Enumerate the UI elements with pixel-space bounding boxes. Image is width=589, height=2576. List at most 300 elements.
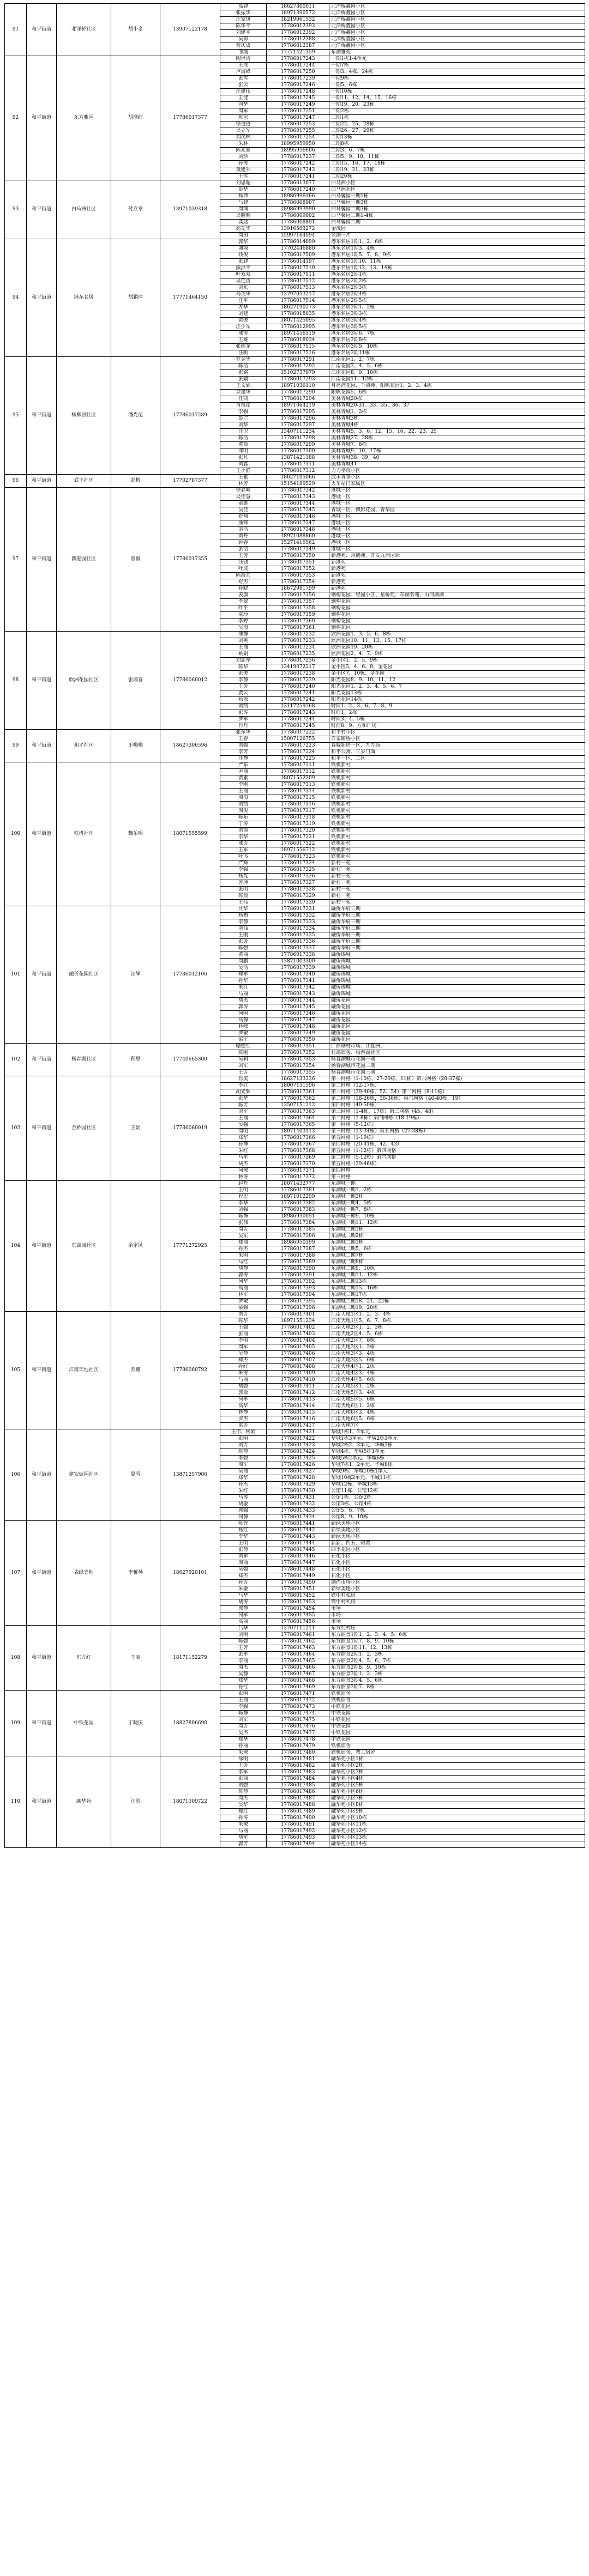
grid-member-phone: 17786017388 [267, 1253, 329, 1259]
grid-area: 一期9栋 [329, 76, 585, 82]
grid-member-phone: 17786017387 [267, 1246, 329, 1253]
grid-member-name: 汪家凤 [220, 17, 267, 23]
grid-area: 新港苑 [329, 566, 585, 573]
grid-area: 江南天地6区3、4栋 [329, 1410, 585, 1416]
street-name: 和平街道 [27, 1691, 57, 1756]
grid-member-phone: 17786017300 [267, 448, 329, 455]
grid-member-name: 严东 [220, 762, 267, 769]
grid-area: 力力学院小区 [329, 468, 585, 475]
secretary-name: 潘光范 [111, 357, 160, 475]
grid-member-name: 杨坤 [220, 193, 267, 200]
grid-member-name: 孙杰 [220, 1246, 267, 1253]
grid-member-phone: 17786017480 [267, 1750, 329, 1756]
grid-member-name: 张东华 [220, 730, 267, 736]
grid-member-phone: 17786018034 [267, 337, 329, 344]
grid-member-phone: 17786017320 [267, 828, 329, 834]
grid-area: 美林青城41 [329, 462, 585, 468]
grid-area: 铁机新村 [329, 828, 585, 834]
grid-member-name: 肖美 [220, 1076, 267, 1083]
grid-member-name: 姚娟 [220, 651, 267, 658]
grid-area: 东方丽景3期7、8栋 [329, 1684, 585, 1691]
grid-member-phone: 17786017299 [267, 442, 329, 448]
grid-member-phone: 17786017417 [267, 1423, 329, 1429]
grid-member-name: 陈刚 [220, 1050, 267, 1057]
grid-member-phone: 18971556712 [267, 847, 329, 854]
grid-area: 融侨锦城 [329, 978, 585, 985]
grid-area: 融华苑小区2栋 [329, 1763, 585, 1769]
grid-member-name: 高华 [220, 1403, 267, 1410]
grid-area: 江南天地5区5、6栋 [329, 1397, 585, 1403]
row-number: 97 [5, 488, 27, 632]
grid-member-name: 李翠 [220, 599, 267, 605]
grid-member-name: 舒杰 [220, 579, 267, 586]
grid-member-name: 陈海兵 [220, 573, 267, 579]
grid-area: 钢构花园、经园小区、星桥苑、东湖名苑、山河湖湖 [329, 592, 585, 599]
secretary-name: 汪韵 [111, 1756, 160, 1848]
grid-member-name: 罗敏 [220, 1031, 267, 1037]
grid-member-phone: 17786017425 [267, 1456, 329, 1462]
grid-member-name: 钟春 [220, 540, 267, 547]
grid-member-name: 吴佳慧 [220, 494, 267, 501]
grid-member-phone: 17786017353 [267, 1057, 329, 1063]
grid-area: 阳光花园8、9、10、11、12 [329, 677, 585, 684]
grid-area: 华城5栋2单元、华城6栋 [329, 1456, 585, 1462]
table-row [5, 1076, 585, 1083]
grid-member-phone: 13507151212 [267, 1102, 329, 1109]
grid-member-name: 郑华 [220, 1135, 267, 1142]
grid-member-name: 朱明 [220, 1253, 267, 1259]
grid-area: 东方丽景3期4、5、6栋 [329, 1678, 585, 1684]
grid-area: 一期3、4栋、24栋 [329, 69, 585, 76]
grid-area: 融侨花园 [329, 1017, 585, 1024]
grid-member-phone: 17786017454 [267, 1606, 329, 1613]
grid-area: 融侨锦城 [329, 991, 585, 998]
grid-area: 港东名居1期12、13、14栋 [329, 265, 585, 272]
secretary-phone: 17786017355 [160, 488, 220, 632]
grid-member-name: 汪钱 [220, 560, 267, 566]
community-name: 东方雅园 [57, 56, 111, 180]
grid-member-phone: 17786017455 [267, 1613, 329, 1619]
grid-member-phone: 17786017294 [267, 396, 329, 403]
grid-member-phone: 17786017323 [267, 854, 329, 860]
grid-member-phone: 17786017449 [267, 1573, 329, 1580]
grid-member-phone: 17786017344 [267, 501, 329, 507]
grid-member-phone: 17786017364 [267, 1116, 329, 1122]
secretary-name: 丁晓庆 [111, 1691, 160, 1756]
grid-member-phone: 17786017322 [267, 841, 329, 847]
grid-area: 中铁花园 [329, 1711, 585, 1717]
community-name: 建安街园社区 [57, 1429, 111, 1521]
grid-member-phone: 15154189529 [267, 481, 329, 488]
grid-member-name: 徐春晴 [220, 488, 267, 494]
grid-member-phone: 17786017462 [267, 1639, 329, 1645]
grid-member-phone: 17786017317 [267, 808, 329, 815]
table-row [5, 1044, 585, 1050]
grid-member-phone: 13871421188 [267, 455, 329, 462]
grid-member-phone: 17786017446 [267, 1554, 329, 1560]
grid-member-phone: 17786017413 [267, 1397, 329, 1403]
grid-member-phone: 17786017492 [267, 1828, 329, 1835]
grid-member-phone: 18627105066 [267, 475, 329, 481]
grid-area: 一期7栋 [329, 63, 585, 69]
grid-member-phone: 17786017442 [267, 1528, 329, 1534]
grid-member-phone: 18007151596 [267, 1083, 329, 1089]
grid-member-name: 李丽 [220, 1658, 267, 1665]
grid-member-phone: 17786017381 [267, 1187, 329, 1194]
grid-member-phone: 17786017351 [267, 1044, 329, 1050]
grid-area: 华城1栋3单元、华城2栋1单元 [329, 1436, 585, 1442]
grid-area: 东方丽景2期8、9、10栋 [329, 1665, 585, 1671]
grid-member-phone: 13117259768 [267, 704, 329, 710]
grid-area: 白马馨园二期 [329, 220, 585, 226]
grid-member-phone: 17786009002 [267, 213, 329, 220]
grid-member-name: 陈华 [220, 664, 267, 671]
grid-area: 一期11、12、14、15、16栋 [329, 95, 585, 102]
grid-member-name: 刘建平 [220, 30, 267, 37]
grid-member-name: 马华 [220, 1593, 267, 1599]
grid-member-name: 高丽 [220, 1286, 267, 1292]
grid-area: 二期19、21、23栋 [329, 167, 585, 174]
grid-member-name: 黄素 [220, 775, 267, 782]
grid-area: 石化小区 [329, 1560, 585, 1567]
grid-area: 阳光花园14栋 [329, 697, 585, 704]
grid-member-name: 朱敏 [220, 1750, 267, 1756]
grid-member-phone: 17786017331 [267, 906, 329, 913]
grid-member-name: 胡光辉 [220, 1089, 267, 1096]
grid-member-name: 马红 [220, 1259, 267, 1266]
grid-area: 二期20栋 [329, 174, 585, 180]
grid-member-phone: 17786017342 [267, 488, 329, 494]
grid-member-phone: 17786017486 [267, 1789, 329, 1796]
grid-member-name: 周军 [220, 108, 267, 115]
grid-member-phone: 17786017386 [267, 1233, 329, 1240]
grid-member-name: 陈晨 [220, 893, 267, 900]
grid-member-name: 何明 [220, 1011, 267, 1017]
table-row [5, 730, 585, 736]
table-row [5, 488, 585, 494]
grid-area: 美林青城7、8栋 [329, 442, 585, 448]
secretary-phone: 17702787377 [160, 475, 220, 488]
grid-area: 阳光花园13栋 [329, 690, 585, 697]
grid-area: 融侨华府三期 [329, 913, 585, 919]
grid-area: 村部宿舍、杨春湖社区 [329, 1050, 585, 1057]
grid-member-phone: 17786017493 [267, 1835, 329, 1841]
grid-area: 江南天地5区1、2栋 [329, 1384, 585, 1390]
grid-member-name: 王能 [220, 95, 267, 102]
grid-area: 白马馨园一期3栋 [329, 200, 585, 207]
grid-member-name: 舒翔 [220, 514, 267, 520]
grid-member-phone: 17786017347 [267, 520, 329, 527]
grid-member-phone: 17786017423 [267, 1442, 329, 1449]
community-name: 白马洲社区 [57, 180, 111, 239]
grid-member-phone: 17786017484 [267, 1776, 329, 1783]
grid-member-phone: 17786017412 [267, 1390, 329, 1397]
grid-area: 江南天地2区1、2、3栋 [329, 1325, 585, 1331]
grid-area: 公馆3栋、公馆4栋 [329, 1501, 585, 1508]
grid-member-phone: 17786017407 [267, 1357, 329, 1364]
grid-area: 融华苑小区5栋 [329, 1783, 585, 1789]
grid-area: 融侨锦城 [329, 985, 585, 991]
grid-member-name: 孙芳 [220, 1580, 267, 1586]
grid-member-name: 龚达 [220, 220, 267, 226]
grid-member-phone: 17786017510 [267, 265, 329, 272]
grid-member-phone: 17786017240 [267, 187, 329, 193]
grid-member-phone: 17786017352 [267, 1050, 329, 1057]
grid-area: 融华苑小区1栋 [329, 1756, 585, 1763]
grid-member-name: 刘芳 [220, 1442, 267, 1449]
grid-member-name: 梁芳 [220, 1423, 267, 1429]
grid-member-phone: 17786017346 [267, 1011, 329, 1017]
grid-member-name: 周芳 [220, 1724, 267, 1730]
row-number: 93 [5, 180, 27, 239]
grid-member-name: 叶波 [220, 566, 267, 573]
secretary-phone: 17786017289 [160, 357, 220, 475]
grid-area: 港东名居3期3栋 [329, 311, 585, 318]
grid-member-name: 吴琼 [220, 37, 267, 43]
grid-member-name: 叶平 [220, 605, 267, 612]
grid-area: 火车站门家属区 [329, 481, 585, 488]
grid-area: 港东名居1期10、11栋 [329, 259, 585, 265]
grid-member-name: 陈芳 [220, 1102, 267, 1109]
grid-area: 港东名居2期4栋 [329, 292, 585, 298]
grid-area: 二期26、27、29栋 [329, 128, 585, 135]
grid-area: 港东名居1期3、4栋 [329, 246, 585, 252]
grid-area: 港城一区 [329, 547, 585, 553]
grid-member-name: 张明 [220, 1691, 267, 1698]
grid-member-name: 叶飞 [220, 854, 267, 860]
table-row [5, 632, 585, 638]
grid-member-phone: 17786017360 [267, 619, 329, 625]
grid-area: 中铁花园 [329, 1730, 585, 1737]
grid-member-phone: 17786017241 [267, 690, 329, 697]
grid-member-phone: 17786017240 [267, 684, 329, 690]
grid-area: 二期2栋 [329, 108, 585, 115]
grid-member-name: 吴浩 [220, 965, 267, 972]
table-row [5, 762, 585, 769]
grid-member-name: 周鹏 [220, 959, 267, 965]
table-row [5, 1626, 585, 1632]
grid-member-name: 陈浩 [220, 435, 267, 442]
grid-area: 江南天地2区7、8栋 [329, 1338, 585, 1344]
grid-member-phone: 17786017349 [267, 547, 329, 553]
grid-member-name: 汪建伟 [220, 89, 267, 95]
grid-area: 第一网格（39-40栋、52、54）第二网格（8-11栋） [329, 1089, 585, 1096]
grid-member-name: 张雪 [220, 76, 267, 82]
secretary-phone: 13871257906 [160, 1429, 220, 1521]
grid-member-name: 郑红 [220, 1809, 267, 1815]
grid-member-name: 林军 [220, 1292, 267, 1299]
grid-area: 白马馨园一期1栋 [329, 193, 585, 200]
grid-area: 铁机新村 [329, 802, 585, 808]
grid-area: 港东名居3期9、10栋 [329, 344, 585, 350]
grid-member-name: 王芳 [220, 553, 267, 560]
grid-member-name: 马英华 [220, 292, 267, 298]
grid-member-phone: 17786017463 [267, 1645, 329, 1652]
grid-area: 北洋桥鑫园小区 [329, 30, 585, 37]
community-name: 杨春湖社区 [57, 1044, 111, 1076]
grid-member-phone: 17786017421 [267, 1429, 329, 1436]
grid-area: 中铁花园 [329, 1724, 585, 1730]
grid-member-phone: 17786017473 [267, 1704, 329, 1711]
grid-member-phone: 15271416562 [267, 540, 329, 547]
grid-member-name: 王芳 [220, 1070, 267, 1076]
grid-member-name: 黄晨 [220, 442, 267, 448]
grid-area: 第一网格（5-12栋） [329, 1122, 585, 1129]
grid-member-name: 张俊 [220, 671, 267, 677]
secretary-name: 彭梅 [111, 475, 160, 488]
grid-member-phone: 17786017432 [267, 1501, 329, 1508]
grid-area: 江南天地3区1、2栋 [329, 1344, 585, 1351]
grid-member-name: 郑军 [220, 972, 267, 978]
grid-member-name: 刘霞 [220, 828, 267, 834]
grid-member-phone: 17786017468 [267, 1678, 329, 1684]
grid-member-name: 刘伟 [220, 926, 267, 932]
secretary-phone: 17771464150 [160, 239, 220, 357]
grid-member-name: 袁玲 [220, 612, 267, 619]
street-name: 和平街道 [27, 906, 57, 1044]
grid-area: 东湖城二期17栋 [329, 1292, 585, 1299]
grid-area: 二期22、25、28栋 [329, 122, 585, 128]
grid-area: 融侨花园 [329, 1024, 585, 1031]
grid-area: 竖湖一片 [329, 233, 585, 239]
grid-area: 港城一区 [329, 494, 585, 501]
grid-area: 东方丽景3期1、2、3栋 [329, 1671, 585, 1678]
grid-area: 铁机新村 [329, 854, 585, 860]
grid-area: 公馆1栋、公馆2栋 [329, 1495, 585, 1501]
grid-area: 东湖城二期5、6栋 [329, 1246, 585, 1253]
grid-area: 融侨花园 [329, 1011, 585, 1017]
grid-member-phone: 17786017326 [267, 874, 329, 880]
grid-member-phone: 17786017297 [267, 422, 329, 429]
grid-member-phone: 17786017363 [267, 1109, 329, 1116]
grid-area: 东方丽景1期1、2、3、4、5、6栋 [329, 1632, 585, 1639]
grid-member-name: 邹城 [220, 50, 267, 56]
grid-member-name: 熊芳 [220, 841, 267, 847]
grid-member-name: 徐进进 [220, 122, 267, 128]
grid-area: 东方丽景2期4、5、6、7栋 [329, 1658, 585, 1665]
grid-area: 许家铺桥小区 [329, 736, 585, 743]
secretary-name: 夏雪 [111, 1429, 160, 1521]
grid-member-phone: 17786018035 [267, 311, 329, 318]
grid-member-phone: 18995959950 [267, 141, 329, 148]
grid-area: 欣洲花园1、3、5、6、8栋 [329, 632, 585, 638]
grid-member-phone: 17786017478 [267, 1737, 329, 1743]
grid-member-name: 黄建兵 [220, 167, 267, 174]
grid-area: 石化小区 [329, 1567, 585, 1573]
grid-area: 东湖城二期3栋 [329, 1240, 585, 1246]
grid-area: 融华苑小区3栋 [329, 1769, 585, 1776]
street-name: 和平街道 [27, 488, 57, 632]
row-number: 98 [5, 632, 27, 730]
grid-area: 融侨华府三期 [329, 906, 585, 913]
grid-member-name: 胡强 [220, 1384, 267, 1390]
grid-member-name: 吴丽 [220, 1469, 267, 1475]
grid-area: 港城一区 [329, 514, 585, 520]
grid-member-phone: 17786017328 [267, 887, 329, 893]
grid-member-phone: 18071403113 [267, 1129, 329, 1135]
grid-member-name: 刘华 [220, 422, 267, 429]
grid-area: 铁机宿舍 [329, 1698, 585, 1704]
grid-member-name: 陈光 [220, 1521, 267, 1528]
grid-member-phone: 17786017390 [267, 1266, 329, 1272]
grid-member-name: 何军 [220, 1613, 267, 1619]
grid-member-name: 胡杰 [220, 998, 267, 1004]
grid-area: 北洋桥鑫园小区 [329, 10, 585, 17]
grid-member-name: 李华 [220, 1534, 267, 1541]
street-name: 和平街道 [27, 1076, 57, 1181]
grid-member-phone: 18986950399 [267, 1240, 329, 1246]
grid-member-phone: 17786017475 [267, 1717, 329, 1724]
grid-member-name: 丁涛 [220, 821, 267, 828]
grid-area: 港东名居1期5、7、8、9栋 [329, 252, 585, 259]
grid-member-phone: 17786017514 [267, 298, 329, 305]
grid-member-name: 彭兰 [220, 416, 267, 422]
grid-area: 江南天地7区 [329, 1423, 585, 1429]
grid-member-name: 梁强 [220, 1305, 267, 1312]
grid-member-name: 喻德红 [220, 1044, 267, 1050]
grid-area: 阳帆花园5、6栋 [329, 390, 585, 396]
grid-area: 和平一区、二区 [329, 756, 585, 762]
grid-member-phone: 13407111234 [267, 429, 329, 435]
grid-member-phone: 18986996166 [267, 193, 329, 200]
grid-member-name: 周军 [220, 1462, 267, 1469]
grid-member-name: 吴强 [220, 1122, 267, 1129]
grid-member-name: 罗金华 [220, 357, 267, 363]
grid-member-phone: 13797053217 [267, 292, 329, 298]
grid-member-name: 肖丹 [220, 723, 267, 730]
grid-area: 港东名居2期2栋 [329, 278, 585, 285]
grid-area: 铁机宿舍、教工宿舍 [329, 1750, 585, 1756]
grid-member-name: 张铭 [220, 370, 267, 377]
grid-member-phone: 17786017490 [267, 1815, 329, 1822]
grid-member-phone: 17786017312 [267, 769, 329, 775]
grid-member-phone: 17786017488 [267, 1802, 329, 1809]
grid-member-phone: 17786017341 [267, 978, 329, 985]
grid-member-name: 汪平 [220, 298, 267, 305]
grid-area: 新港苑 [329, 579, 585, 586]
grid-area: 华城7栋1、2单元、华城8栋 [329, 1462, 585, 1469]
grid-member-phone: 17786017239 [267, 76, 329, 82]
grid-member-name: 王军 [220, 847, 267, 854]
grid-member-name: 刘强 [220, 743, 267, 749]
grid-member-phone: 17786017452 [267, 1593, 329, 1599]
grid-member-phone: 17786017361 [267, 625, 329, 632]
street-name: 和平街道 [27, 1181, 57, 1312]
grid-area: 钢构花园 [329, 612, 585, 619]
grid-area: 时间8、9、方和厂场 [329, 723, 585, 730]
street-name: 和平街道 [27, 762, 57, 906]
grid-member-name: 吴艳清 [220, 278, 267, 285]
grid-member-name: 沈华 [220, 906, 267, 913]
grid-member-phone: 18971064219 [267, 403, 329, 409]
grid-member-phone: 17786017481 [267, 1756, 329, 1763]
grid-area: 新绿美地小区 [329, 1521, 585, 1528]
grid-area: 铁机宿舍 [329, 1691, 585, 1698]
grid-member-name: 刘丹 [220, 534, 267, 540]
grid-member-phone: 17786017246 [267, 82, 329, 89]
grid-member-name: 曾庆成 [220, 43, 267, 50]
grid-area: 金小区7、10栋、金花园 [329, 671, 585, 677]
grid-area: 白马洲社区 [329, 187, 585, 193]
grid-member-name: 陈宏 [220, 115, 267, 122]
grid-area: 钢构花园 [329, 625, 585, 632]
grid-member-name: 郭强 [220, 1508, 267, 1514]
grid-area: 江南花园3、4、5、6栋 [329, 363, 585, 370]
grid-member-phone: 17786017491 [267, 1822, 329, 1828]
grid-member-phone: 17786017355 [267, 1070, 329, 1076]
grid-member-phone: 17786017290 [267, 390, 329, 396]
grid-member-phone: 17786017243 [267, 710, 329, 717]
